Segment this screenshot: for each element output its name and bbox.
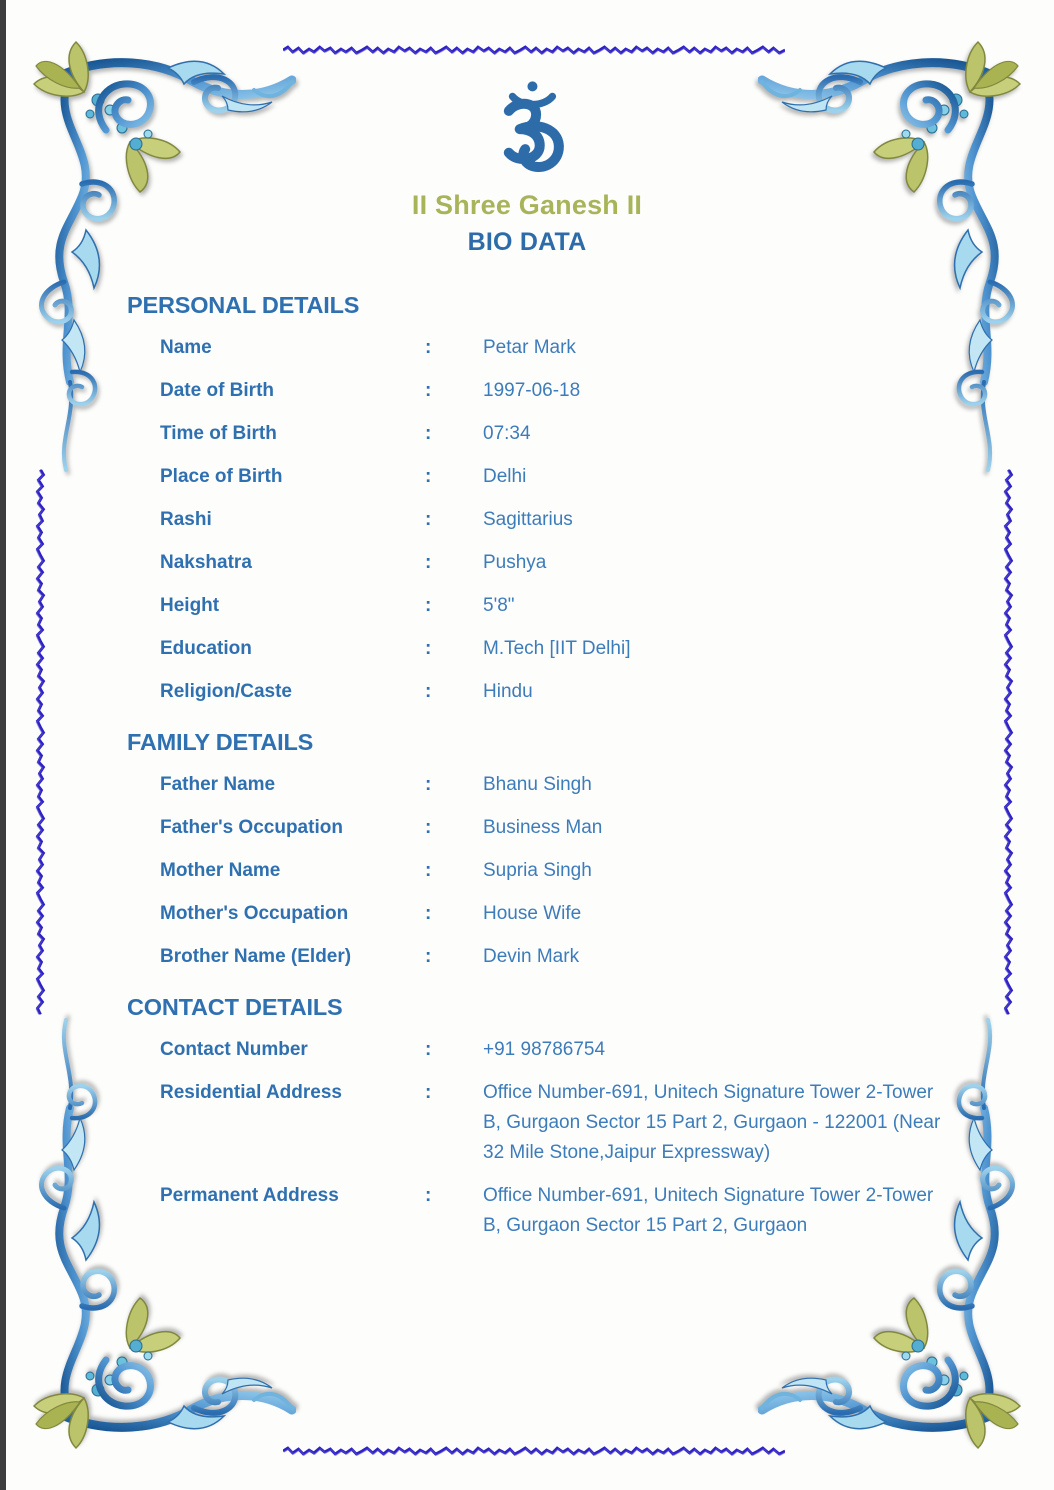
row-value: +91 98786754 [483, 1039, 606, 1060]
row-value: 1997-06-18 [483, 380, 581, 401]
detail-row-brother-name [127, 942, 955, 972]
section-title-family-details: FAMILY DETAILS [127, 729, 314, 755]
squiggle-border-icon [283, 1446, 785, 1456]
row-value: House Wife [483, 903, 582, 924]
row-colon: : [425, 1082, 432, 1103]
row-label: Brother Name (Elder) [160, 946, 352, 967]
squiggle-border-icon [36, 470, 46, 1015]
row-label: Religion/Caste [160, 681, 292, 702]
detail-row-place-of-birth [127, 462, 955, 492]
squiggle-border-icon [283, 45, 785, 55]
row-value: Office Number-691, Unitech Signature Tower 2-Tower B, Gurgaon Sector 15 Part 2, Gurgaon [483, 1185, 934, 1236]
row-colon: : [425, 681, 432, 702]
squiggle-border-icon [1004, 470, 1014, 1015]
row-colon: : [425, 817, 432, 838]
row-colon: : [425, 466, 432, 487]
row-label: Mother Name [160, 860, 281, 881]
detail-row-name [127, 333, 955, 363]
detail-row-rashi [127, 505, 955, 535]
detail-row-mother-name [127, 856, 955, 886]
row-value: Hindu [483, 681, 533, 702]
row-value: M.Tech [IIT Delhi] [483, 638, 631, 659]
row-label: Residential Address [160, 1082, 342, 1103]
row-label: Contact Number [160, 1039, 308, 1060]
row-value: Devin Mark [483, 946, 580, 967]
row-label: Name [160, 337, 212, 358]
detail-row-date-of-birth [127, 376, 955, 406]
page-title: BIO DATA [467, 228, 587, 256]
row-value: Pushya [483, 552, 547, 573]
row-value: Petar Mark [483, 337, 576, 358]
row-colon: : [425, 380, 432, 401]
detail-row-education [127, 634, 955, 664]
row-colon: : [425, 1039, 432, 1060]
detail-row-religion-caste [127, 677, 955, 707]
row-value: 07:34 [483, 423, 531, 444]
detail-row-height [127, 591, 955, 621]
row-label: Height [160, 595, 220, 616]
row-label: Rashi [160, 509, 212, 530]
row-colon: : [425, 774, 432, 795]
section-title-contact-details: CONTACT DETAILS [127, 994, 343, 1020]
left-edge-strip [0, 0, 6, 1490]
row-colon: : [425, 638, 432, 659]
detail-row-time-of-birth [127, 419, 955, 449]
row-label: Father Name [160, 774, 276, 795]
detail-row-mother-occupation [127, 899, 955, 929]
detail-row-contact-number [127, 1035, 955, 1065]
shree-ganesh-subtitle: II Shree Ganesh II [411, 190, 643, 220]
row-value: Delhi [483, 466, 527, 487]
detail-row-nakshatra [127, 548, 955, 578]
row-colon: : [425, 860, 432, 881]
row-colon: : [425, 552, 432, 573]
row-colon: : [425, 337, 432, 358]
row-label: Permanent Address [160, 1185, 339, 1206]
row-value: Office Number-691, Unitech Signature Tower 2-Tower B, Gurgaon Sector 15 Part 2, Gurgaon - 122001 (Near 32 Mile Stone,Jaipur Expressway) [483, 1082, 941, 1163]
detail-row-residential-address [127, 1078, 955, 1168]
row-label: Place of Birth [160, 466, 283, 487]
row-label: Nakshatra [160, 552, 252, 573]
detail-row-father-name [127, 770, 955, 800]
row-value: Supria Singh [483, 860, 592, 881]
section-title-personal-details: PERSONAL DETAILS [127, 292, 360, 318]
detail-row-permanent-address [127, 1181, 955, 1241]
row-value: Sagittarius [483, 509, 573, 530]
row-value: Bhanu Singh [483, 774, 592, 795]
om-icon [481, 80, 573, 180]
row-colon: : [425, 1185, 432, 1206]
row-colon: : [425, 946, 432, 967]
row-label: Date of Birth [160, 380, 274, 401]
detail-row-father-occupation [127, 813, 955, 843]
row-colon: : [425, 595, 432, 616]
row-label: Education [160, 638, 252, 659]
row-colon: : [425, 509, 432, 530]
row-label: Time of Birth [160, 423, 277, 444]
row-value: Business Man [483, 817, 603, 838]
row-colon: : [425, 423, 432, 444]
row-colon: : [425, 903, 432, 924]
row-value: 5'8" [483, 595, 515, 616]
biodata-content [127, 290, 955, 1254]
row-label: Father's Occupation [160, 817, 343, 838]
row-label: Mother's Occupation [160, 903, 349, 924]
